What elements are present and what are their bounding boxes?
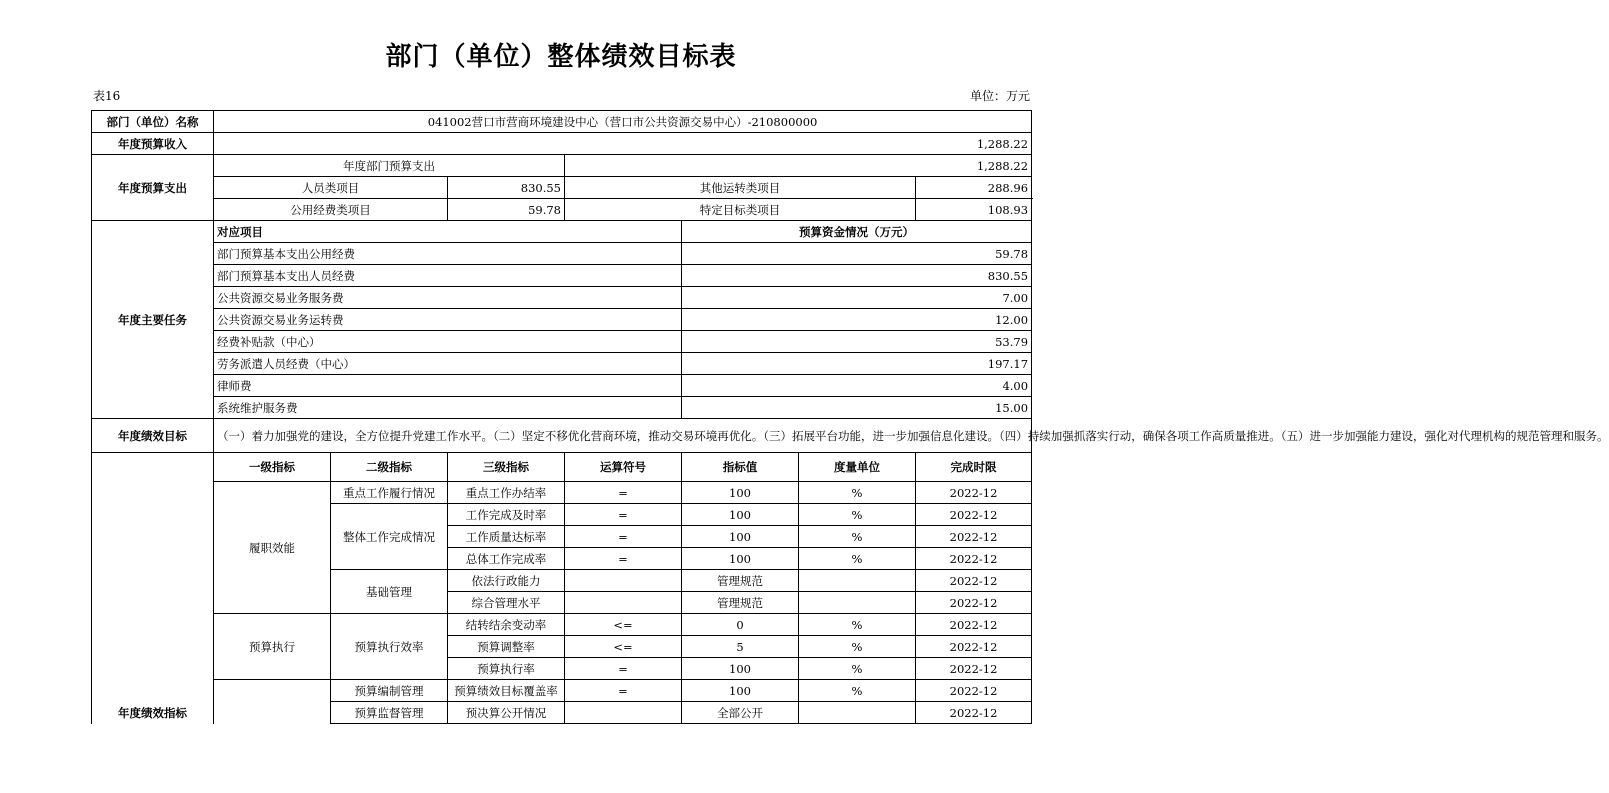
value-cell: 全部公开 — [682, 702, 799, 724]
personnel-label: 人员类项目 — [214, 177, 448, 199]
value-cell: 管理规范 — [682, 592, 799, 614]
operator-cell — [565, 570, 682, 592]
table-number: 表16 — [93, 89, 121, 103]
level3-cell: 预算调整率 — [448, 636, 565, 658]
task-row — [92, 331, 1032, 353]
task-row — [92, 309, 1032, 331]
level3-cell: 综合管理水平 — [448, 592, 565, 614]
header-level3: 三级指标 — [448, 453, 565, 482]
goal-label: 年度绩效目标 — [92, 419, 214, 453]
unit-cell: % — [799, 526, 916, 548]
level1-cell: 履职效能 — [214, 482, 331, 614]
unit-cell — [799, 592, 916, 614]
deadline-cell: 2022-12 — [916, 658, 1032, 680]
task-value: 197.17 — [682, 353, 1032, 375]
unit-cell: % — [799, 548, 916, 570]
value-cell: 100 — [682, 658, 799, 680]
value-cell: 100 — [682, 680, 799, 702]
operator-cell — [565, 702, 682, 724]
expense-label: 年度预算支出 — [92, 155, 214, 221]
indicator-row — [92, 614, 1032, 636]
value-cell: 0 — [682, 614, 799, 636]
other-label: 其他运转类项目 — [565, 177, 916, 199]
header-level1: 一级指标 — [214, 453, 331, 482]
level3-cell: 预决算公开情况 — [448, 702, 565, 724]
unit-cell: % — [799, 658, 916, 680]
operator-cell: = — [565, 680, 682, 702]
deadline-cell: 2022-12 — [916, 636, 1032, 658]
level3-cell: 总体工作完成率 — [448, 548, 565, 570]
value-cell: 100 — [682, 548, 799, 570]
value-cell: 5 — [682, 636, 799, 658]
operator-cell: <= — [565, 614, 682, 636]
other-value: 288.96 — [916, 177, 1032, 199]
expense-total-value: 1,288.22 — [565, 155, 1032, 177]
header-value: 指标值 — [682, 453, 799, 482]
task-row — [92, 243, 1032, 265]
level3-cell: 重点工作办结率 — [448, 482, 565, 504]
deadline-cell: 2022-12 — [916, 592, 1032, 614]
task-value: 59.78 — [682, 243, 1032, 265]
indicator-header-row — [92, 453, 1032, 482]
dept-value: 041002营口市营商环境建设中心（营口市公共资源交易中心）-210800000 — [214, 111, 1032, 133]
level3-cell: 依法行政能力 — [448, 570, 565, 592]
level1-cell-empty — [214, 680, 331, 724]
task-name: 公共资源交易业务运转费 — [214, 309, 682, 331]
value-cell: 100 — [682, 504, 799, 526]
unit-cell: % — [799, 504, 916, 526]
income-value: 1,288.22 — [214, 133, 1032, 155]
goal-row — [92, 419, 1032, 453]
level3-cell: 预算执行率 — [448, 658, 565, 680]
expense-total-label: 年度部门预算支出 — [214, 155, 565, 177]
public-label: 公用经费类项目 — [214, 199, 448, 221]
unit-label: 单位：万元 — [969, 89, 1030, 103]
header-deadline: 完成时限 — [916, 453, 1032, 482]
task-name: 公共资源交易业务服务费 — [214, 287, 682, 309]
header-unit: 度量单位 — [799, 453, 916, 482]
level2-cell: 基础管理 — [331, 570, 448, 614]
unit-cell: % — [799, 614, 916, 636]
operator-cell: = — [565, 526, 682, 548]
level3-cell: 结转结余变动率 — [448, 614, 565, 636]
level2-cell: 整体工作完成情况 — [331, 504, 448, 570]
task-row — [92, 397, 1032, 419]
level3-cell: 工作质量达标率 — [448, 526, 565, 548]
value-cell: 100 — [682, 526, 799, 548]
personnel-value: 830.55 — [448, 177, 565, 199]
expense-row-total — [92, 155, 1032, 177]
operator-cell: <= — [565, 636, 682, 658]
task-name: 律师费 — [214, 375, 682, 397]
task-name: 经费补贴款（中心） — [214, 331, 682, 353]
task-value: 4.00 — [682, 375, 1032, 397]
deadline-cell: 2022-12 — [916, 680, 1032, 702]
performance-target-table — [91, 110, 1609, 724]
level2-cell: 预算执行效率 — [331, 614, 448, 680]
operator-cell: = — [565, 504, 682, 526]
operator-cell — [565, 592, 682, 614]
task-value: 53.79 — [682, 331, 1032, 353]
deadline-cell: 2022-12 — [916, 482, 1032, 504]
deadline-cell: 2022-12 — [916, 614, 1032, 636]
task-name: 劳务派遣人员经费（中心） — [214, 353, 682, 375]
task-name: 部门预算基本支出公用经费 — [214, 243, 682, 265]
operator-cell: = — [565, 658, 682, 680]
task-value: 12.00 — [682, 309, 1032, 331]
tasks-col-budget: 预算资金情况（万元） — [682, 221, 1032, 243]
value-cell: 管理规范 — [682, 570, 799, 592]
task-name: 部门预算基本支出人员经费 — [214, 265, 682, 287]
tasks-label: 年度主要任务 — [92, 221, 214, 419]
level2-cell: 重点工作履行情况 — [331, 482, 448, 504]
tasks-col-item: 对应项目 — [214, 221, 682, 243]
expense-row-2 — [92, 199, 1032, 221]
task-name: 系统维护服务费 — [214, 397, 682, 419]
unit-cell: % — [799, 680, 916, 702]
task-row — [92, 287, 1032, 309]
unit-cell — [799, 570, 916, 592]
unit-cell: % — [799, 482, 916, 504]
operator-cell: = — [565, 548, 682, 570]
task-value: 830.55 — [682, 265, 1032, 287]
expense-row-1 — [92, 177, 1032, 199]
unit-cell — [799, 702, 916, 724]
task-row — [92, 265, 1032, 287]
indicator-row — [92, 680, 1032, 702]
deadline-cell: 2022-12 — [916, 526, 1032, 548]
value-cell: 100 — [682, 482, 799, 504]
deadline-cell: 2022-12 — [916, 702, 1032, 724]
dept-row — [92, 111, 1032, 133]
level2-cell: 预算监督管理 — [331, 702, 448, 724]
indicator-row — [92, 482, 1032, 504]
header-level2: 二级指标 — [331, 453, 448, 482]
level3-cell: 工作完成及时率 — [448, 504, 565, 526]
page-title: 部门（单位）整体绩效目标表 — [385, 42, 737, 72]
deadline-cell: 2022-12 — [916, 570, 1032, 592]
dept-label: 部门（单位）名称 — [92, 111, 214, 133]
task-row — [92, 353, 1032, 375]
indicators-label: 年度绩效指标 — [92, 453, 214, 724]
operator-cell: = — [565, 482, 682, 504]
unit-cell: % — [799, 636, 916, 658]
income-row — [92, 133, 1032, 155]
public-value: 59.78 — [448, 199, 565, 221]
income-label: 年度预算收入 — [92, 133, 214, 155]
specific-value: 108.93 — [916, 199, 1032, 221]
level2-cell: 预算编制管理 — [331, 680, 448, 702]
deadline-cell: 2022-12 — [916, 504, 1032, 526]
tasks-header-row — [92, 221, 1032, 243]
level1-cell: 预算执行 — [214, 614, 331, 680]
goal-text: （一）着力加强党的建设，全方位提升党建工作水平。（二）坚定不移优化营商环境，推动交易环境再优化。（三）拓展平台功能，进一步加强信息化建设。（四）持续加强抓落实行动，确保各项工作高质量推进。（五）进一步加强能力建设，强化对代理机构的规范管理和服务。 — [214, 419, 1032, 453]
deadline-cell: 2022-12 — [916, 548, 1032, 570]
header-operator: 运算符号 — [565, 453, 682, 482]
task-row — [92, 375, 1032, 397]
specific-label: 特定目标类项目 — [565, 199, 916, 221]
task-value: 7.00 — [682, 287, 1032, 309]
task-value: 15.00 — [682, 397, 1032, 419]
level3-cell: 预算绩效目标覆盖率 — [448, 680, 565, 702]
